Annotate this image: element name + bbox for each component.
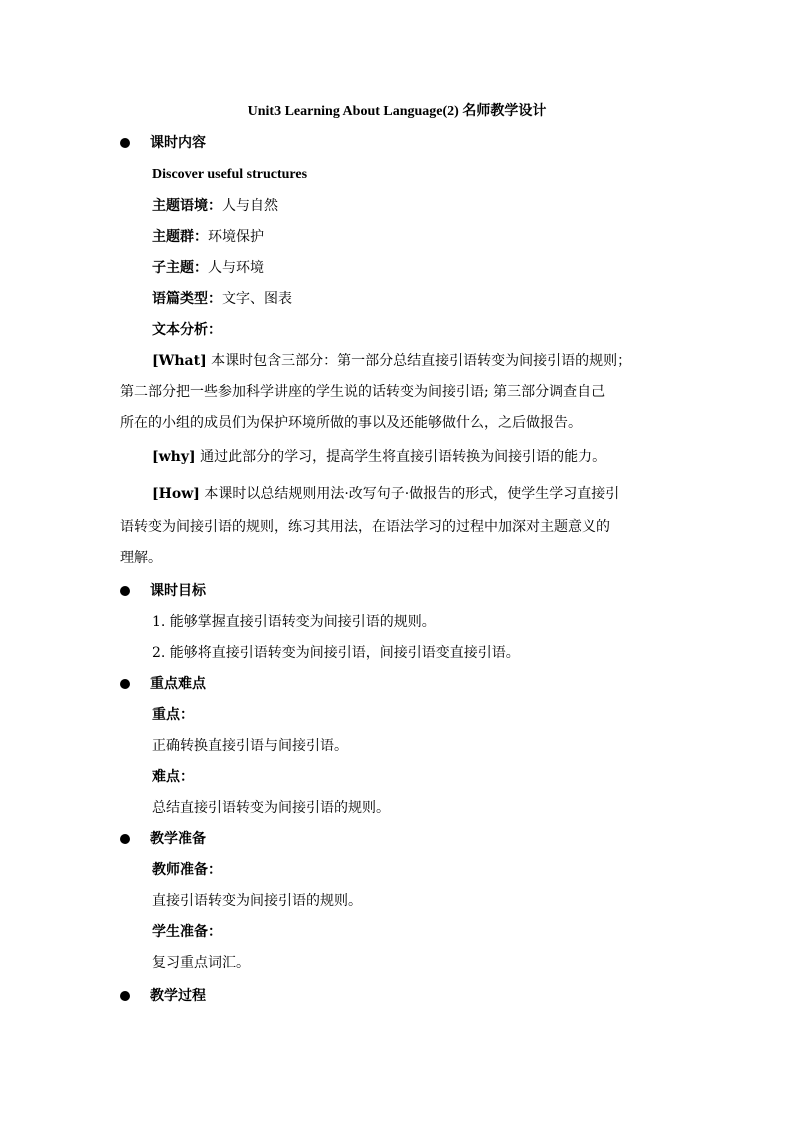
section-heading-key-points: 重点难点 — [150, 676, 206, 692]
objective-item: 1. 能够掌握直接引语转变为间接引语的规则。 — [152, 614, 436, 630]
field-value: 人与自然 — [222, 198, 278, 214]
field-label: 主题语境： — [152, 198, 222, 214]
why-tag: [why] — [152, 449, 196, 465]
field-label: 文本分析： — [152, 322, 222, 338]
key-label: 重点： — [152, 707, 194, 723]
why-line: [why] 通过此部分的学习，提高学生将直接引语转换为间接引语的能力。 — [152, 449, 607, 465]
field-label: 子主题： — [152, 260, 208, 276]
section-heading-objectives: 课时目标 — [150, 583, 206, 599]
document-title: Unit3 Learning About Language(2) 名师教学设计 — [247, 104, 547, 119]
section-heading-content: 课时内容 — [150, 135, 206, 151]
objective-item: 2. 能够将直接引语转变为间接引语，间接引语变直接引语。 — [152, 645, 520, 661]
what-tag: [What] — [152, 353, 207, 369]
field-label: 主题群： — [152, 229, 208, 245]
difficult-text: 总结直接引语转变为间接引语的规则。 — [152, 800, 390, 816]
field-text-analysis — [152, 320, 222, 340]
how-line-2: 语转变为间接引语的规则，练习其用法，在语法学习的过程中加深对主题意义的 — [120, 519, 610, 535]
what-line-2: 第二部分把一些参加科学讲座的学生说的话转变为间接引语; 第三部分调查自己 — [120, 384, 606, 400]
field-value: 文字、图表 — [222, 291, 292, 307]
student-prep-text: 复习重点词汇。 — [152, 955, 250, 971]
how-line-1: [How] 本课时以总结规则用法·改写句子·做报告的形式，使学生学习直接引 — [152, 486, 620, 502]
bullet-icon — [120, 679, 130, 689]
what-line-3: 所在的小组的成员们为保护环境所做的事以及还能够做什么，之后做报告。 — [120, 415, 582, 431]
field-theme-context — [152, 196, 278, 216]
bullet-icon — [120, 991, 130, 1001]
teacher-prep-text: 直接引语转变为间接引语的规则。 — [152, 893, 362, 909]
lesson-subtitle: Discover useful structures — [152, 167, 308, 182]
section-heading-process: 教学过程 — [150, 988, 206, 1004]
field-label: 语篇类型： — [152, 291, 222, 307]
how-tag: [How] — [152, 486, 200, 502]
student-prep-label: 学生准备： — [152, 924, 222, 940]
difficult-label: 难点： — [152, 769, 194, 785]
bullet-icon — [120, 586, 130, 596]
bullet-icon — [120, 138, 130, 148]
how-line-3: 理解。 — [120, 550, 162, 566]
field-value: 人与环境 — [208, 260, 264, 276]
field-theme-group — [152, 227, 264, 247]
field-text-type — [152, 289, 292, 309]
key-text: 正确转换直接引语与间接引语。 — [152, 738, 348, 754]
field-sub-theme — [152, 258, 264, 278]
section-heading-preparation: 教学准备 — [150, 831, 206, 847]
field-value: 环境保护 — [208, 229, 264, 245]
teacher-prep-label: 教师准备： — [152, 862, 222, 878]
bullet-icon — [120, 834, 130, 844]
what-line-1: [What] 本课时包含三部分：第一部分总结直接引语转变为间接引语的规则； — [152, 353, 632, 369]
